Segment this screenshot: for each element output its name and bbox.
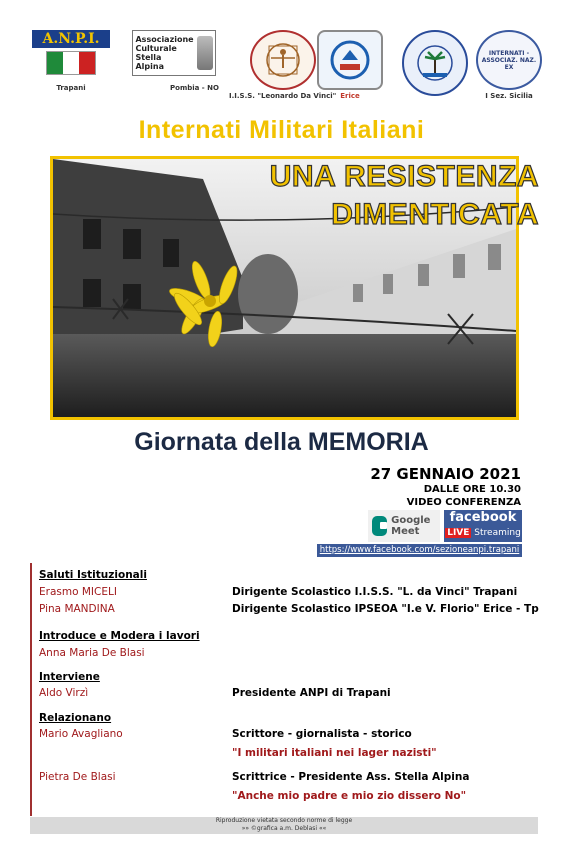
internati-logo xyxy=(476,30,542,100)
acsa-logo xyxy=(130,30,219,100)
acsa-line1: Associazione xyxy=(135,35,194,44)
ipseoa-logo xyxy=(317,30,383,100)
speaker-role: Scrittore - giornalista - storico xyxy=(232,728,412,740)
vitruvian-man-icon xyxy=(250,30,316,90)
ipseoa-caption: Erice xyxy=(340,92,360,100)
event-mode: VIDEO CONFERENZA xyxy=(406,497,521,508)
live-label: LIVE xyxy=(447,528,470,538)
anpi-name: A.N.P.I. xyxy=(32,30,110,48)
facebook-label: facebook xyxy=(449,510,517,525)
palm-seal-icon xyxy=(402,30,468,96)
speaker-name: Erasmo MICELI xyxy=(39,586,117,598)
talk-title: "Anche mio padre e mio zio dissero No" xyxy=(232,790,467,802)
speaker-role: Dirigente Scolastico I.I.S.S. "L. da Vinci" Trapani xyxy=(232,586,518,598)
speaker-role: Presidente ANPI di Trapani xyxy=(232,687,391,699)
internati-label: INTERNATI - ASSOCIAZ. NAZ. EX xyxy=(481,49,537,71)
alpine-figure-icon xyxy=(197,36,214,70)
headline-line2: DIMENTICATA xyxy=(331,198,539,231)
event-date: 27 GENNAIO 2021 xyxy=(370,465,521,483)
acsa-line3: Stella xyxy=(135,53,162,62)
acsa-line4: Alpina xyxy=(135,62,164,71)
facebook-live-badge xyxy=(444,510,522,542)
acsa-line2: Culturale xyxy=(135,44,177,53)
speaker-name: Pina MANDINA xyxy=(39,603,115,615)
google-meet-badge xyxy=(368,510,440,542)
footer-line1: Riproduzione vietata secondo norme di legge xyxy=(215,817,353,824)
facebook-link[interactable]: https://www.facebook.com/sezioneanpi.trapani xyxy=(317,544,522,557)
school-crest-icon xyxy=(317,30,383,90)
heading-relazionano: Relazionano xyxy=(39,712,112,724)
program-section xyxy=(30,563,540,816)
anpi-logo xyxy=(32,30,110,100)
speaker-role: Scrittrice - Presidente Ass. Stella Alpina xyxy=(232,771,470,783)
speaker-name: Pietra De Blasi xyxy=(39,771,116,783)
headline-line1: UNA RESISTENZA xyxy=(269,160,539,193)
headline-title: Internati Militari Italiani xyxy=(138,116,425,144)
anpi-caption: Trapani xyxy=(56,84,86,92)
event-time: DALLE ORE 10.30 xyxy=(423,484,521,495)
streaming-label: Streaming xyxy=(474,528,521,538)
iiss-caption: I.I.S.S. "Leonardo Da Vinci" xyxy=(229,92,337,100)
heading-saluti: Saluti Istituzionali xyxy=(39,569,147,581)
speaker-role: Dirigente Scolastico IPSEOA "I.e V. Florio" Erice - Tp xyxy=(232,603,539,615)
round-logo xyxy=(402,30,468,100)
italian-flag-icon xyxy=(46,51,96,75)
speaker-name: Mario Avagliano xyxy=(39,728,123,740)
footer xyxy=(30,817,538,834)
internati-seal-icon xyxy=(476,30,542,90)
event-title: Giornata della MEMORIA xyxy=(134,428,429,456)
internati-caption: I Sez. Sicilia xyxy=(485,92,533,100)
google-meet-icon xyxy=(372,516,387,536)
speaker-name: Anna Maria De Blasi xyxy=(39,647,145,659)
speaker-name: Aldo Virzì xyxy=(39,687,89,699)
meet-label: Google Meet xyxy=(391,515,431,537)
footer-line2: »» ©grafica a.m. Deblasi «« xyxy=(241,825,327,832)
heading-introduce: Introduce e Modera i lavori xyxy=(39,630,200,642)
talk-title: "I militari italiani nei lager nazisti" xyxy=(232,747,437,759)
acsa-caption: Pombia - NO xyxy=(170,84,219,92)
heading-interviene: Interviene xyxy=(39,671,100,683)
barbed-wire-photo xyxy=(50,156,519,420)
